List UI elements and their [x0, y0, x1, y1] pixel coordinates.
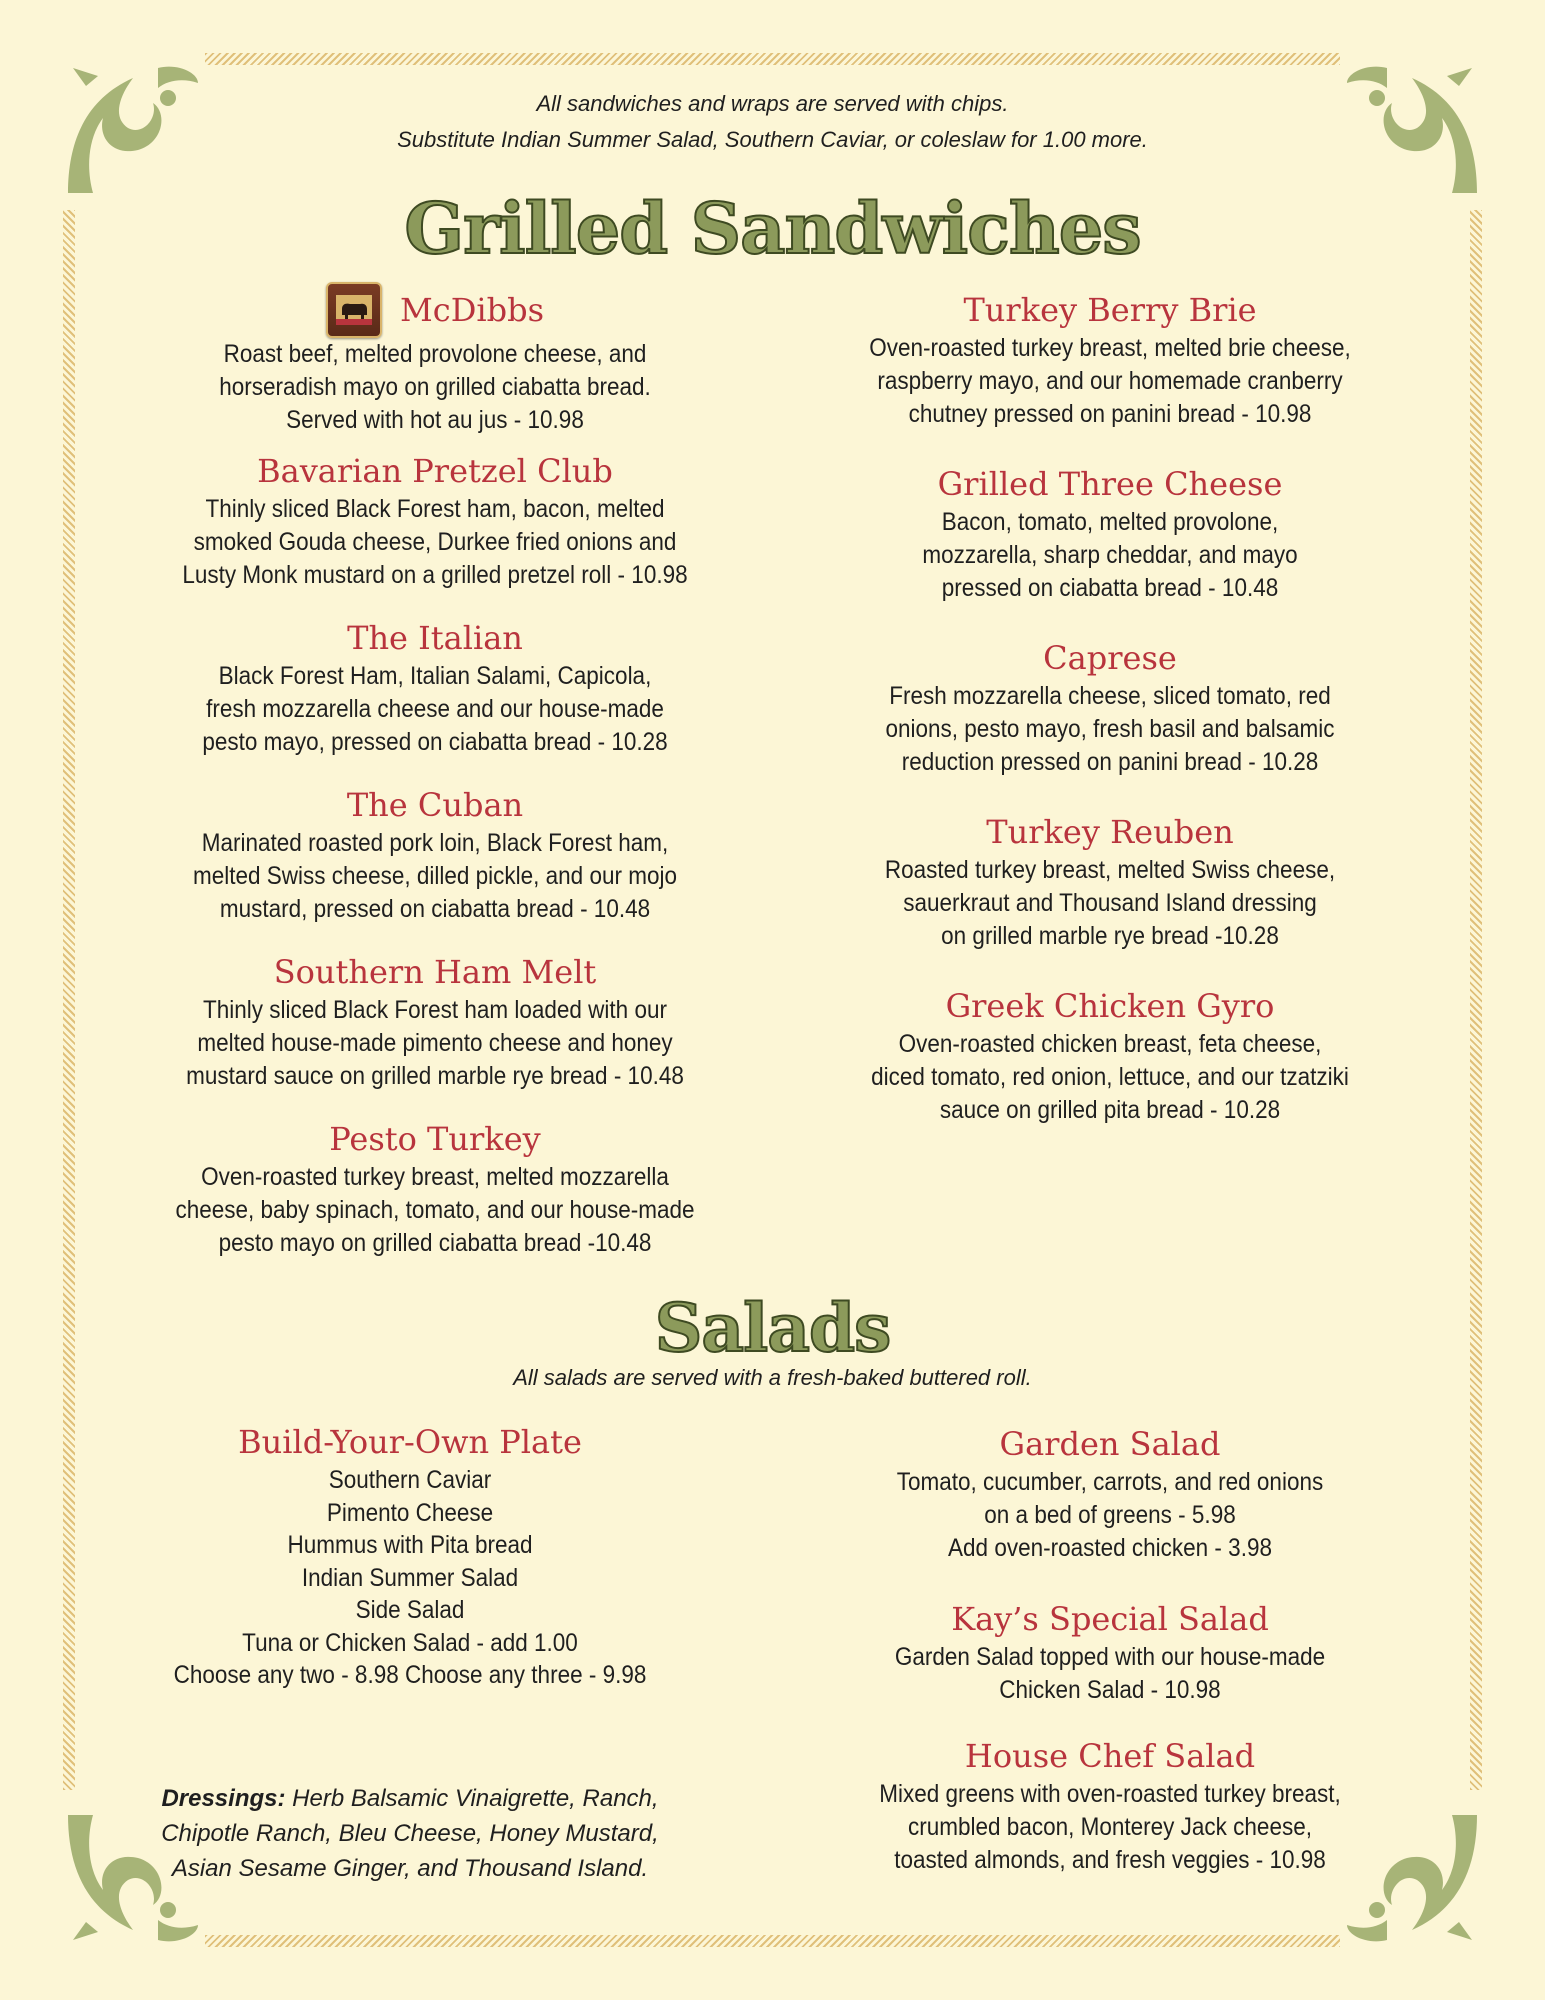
- menu-item: [125, 449, 745, 616]
- item-description: Thinly sliced Black Forest ham loaded with our melted house-made pimento cheese and honey mustard sauce on grilled marble rye bread - 10.48: [186, 996, 684, 1090]
- item-name: McDibbs: [400, 291, 544, 329]
- menu-item: [125, 616, 745, 783]
- menu-item: [800, 462, 1420, 636]
- menu-item: [800, 1597, 1420, 1734]
- item-description: Roast beef, melted provolone cheese, and horseradish mayo on grilled ciabatta bread. Served with hot au jus - 10.98: [219, 340, 651, 434]
- item-name: Turkey Berry Brie: [963, 291, 1257, 329]
- item-description: Oven-roasted chicken breast, feta cheese, diced tomato, red onion, lettuce, and our tzatziki sauce on grilled pita bread - 10.28: [871, 1030, 1349, 1124]
- item-name: The Cuban: [346, 786, 524, 824]
- item-description: Oven-roasted turkey breast, melted brie cheese, raspberry mayo, and our homemade cranberry chutney pressed on panini bread - 10.98: [869, 334, 1351, 428]
- item-description: Black Forest Ham, Italian Salami, Capicola, fresh mozzarella cheese and our house-made pesto mayo, pressed on ciabatta bread - 10.28: [202, 662, 668, 756]
- item-name: The Italian: [347, 619, 523, 657]
- grilled-sandwiches-title: Grilled Sandwiches: [404, 187, 1141, 270]
- salads-subtitle: All salads are served with a fresh-baked buttered roll.: [513, 1365, 1032, 1390]
- menu-item: [800, 636, 1420, 810]
- build-your-own-section: [110, 1420, 710, 1692]
- menu-item: [125, 783, 745, 950]
- dressings-label: Dressings:: [161, 1785, 286, 1812]
- item-name: Garden Salad: [999, 1425, 1221, 1463]
- item-name: Turkey Reuben: [986, 813, 1234, 851]
- cow-logo-icon: [326, 282, 382, 338]
- item-description: Garden Salad topped with our house-made Chicken Salad - 10.98: [894, 1643, 1326, 1704]
- menu-item: [800, 288, 1420, 462]
- item-name: Grilled Three Cheese: [937, 465, 1283, 503]
- intro-note: [0, 86, 1545, 158]
- item-description: Thinly sliced Black Forest ham, bacon, melted smoked Gouda cheese, Durkee fried onions and Lusty Monk mustard on a grilled pretzel roll - 10.98: [182, 495, 688, 589]
- item-description: Bacon, tomato, melted provolone, mozzarella, sharp cheddar, and mayo pressed on ciabatta bread - 10.48: [922, 508, 1298, 602]
- item-description: Mixed greens with oven-roasted turkey breast, crumbled bacon, Monterey Jack cheese, toasted almonds, and fresh veggies - 10.98: [879, 1780, 1341, 1874]
- item-description: Marinated roasted pork loin, Black Forest ham, melted Swiss cheese, dilled pickle, and our mojo mustard, pressed on ciabatta bread - 10.48: [192, 829, 678, 923]
- bottom-border: [205, 1935, 1340, 1947]
- menu-item: [125, 282, 745, 449]
- item-description: Roasted turkey breast, melted Swiss cheese, sauerkraut and Thousand Island dressing on grilled marble rye bread -10.28: [884, 856, 1336, 950]
- menu-item: [800, 984, 1420, 1127]
- item-name: House Chef Salad: [964, 1737, 1256, 1775]
- dressings-note: Dressings: Herb Balsamic Vinaigrette, Ranch, Chipotle Ranch, Bleu Cheese, Honey Mustard, Asian Sesame Ginger, and Thousand Island.: [161, 1785, 659, 1882]
- menu-item: [800, 1734, 1420, 1877]
- sandwiches-right-column: [800, 288, 1420, 1127]
- intro-line-1: All sandwiches and wraps are served with chips.: [536, 91, 1009, 116]
- left-border: [63, 210, 75, 1790]
- right-border: [1470, 210, 1482, 1790]
- sandwiches-left-column: [125, 282, 745, 1260]
- menu-item: [125, 950, 745, 1117]
- menu-item: [800, 810, 1420, 984]
- menu-item: [125, 1117, 745, 1260]
- item-name: Greek Chicken Gyro: [945, 987, 1275, 1025]
- item-name: Kay’s Special Salad: [951, 1600, 1269, 1638]
- item-description: Oven-roasted turkey breast, melted mozzarella cheese, baby spinach, tomato, and our house-made pesto mayo on grilled ciabatta bread -10.48: [175, 1163, 695, 1257]
- item-name: Southern Ham Melt: [273, 953, 597, 991]
- item-name: Caprese: [1043, 639, 1177, 677]
- item-description: Southern Caviar Pimento Cheese Hummus with Pita bread Indian Summer Salad Side Salad Tuna or Chicken Salad - add 1.00 Choose any two - 8.98 Choose any three - 9.98: [173, 1466, 647, 1689]
- top-border: [205, 53, 1340, 65]
- intro-line-2: Substitute Indian Summer Salad, Southern Caviar, or coleslaw for 1.00 more.: [397, 127, 1148, 152]
- item-name: Pesto Turkey: [329, 1120, 541, 1158]
- salads-right-column: [800, 1422, 1420, 1877]
- item-description: Tomato, cucumber, carrots, and red onions on a bed of greens - 5.98 Add oven-roasted chicken - 3.98: [896, 1468, 1324, 1562]
- item-name: Bavarian Pretzel Club: [257, 452, 613, 490]
- salads-title: Salads: [654, 1289, 891, 1367]
- menu-item: [800, 1422, 1420, 1597]
- item-description: Fresh mozzarella cheese, sliced tomato, red onions, pesto mayo, fresh basil and balsamic reduction pressed on panini bread - 10.28: [885, 682, 1335, 776]
- item-name: Build-Your-Own Plate: [238, 1423, 582, 1461]
